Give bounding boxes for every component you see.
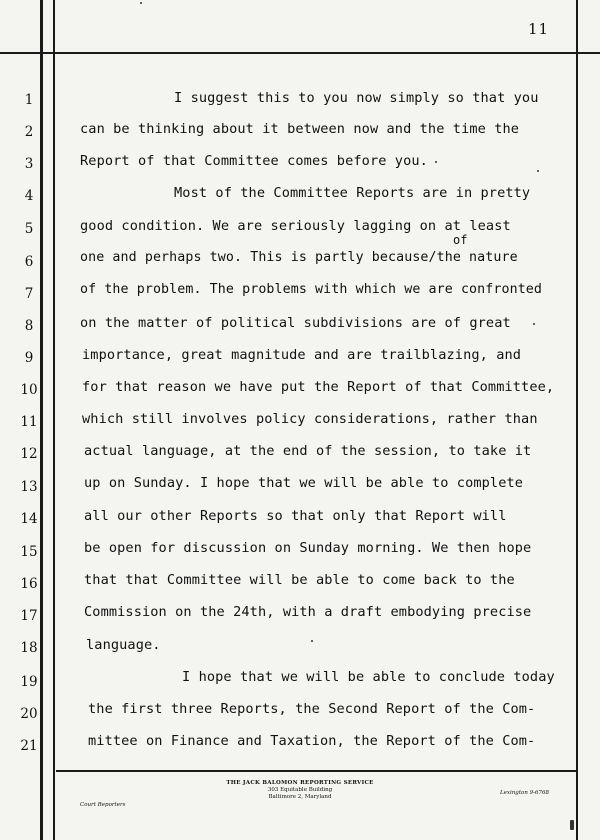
reporting-service-footer	[195, 780, 405, 801]
line-number: 12	[20, 446, 38, 462]
left-margin-rule-inner	[53, 0, 55, 840]
transcript-line: be open for discussion on Sunday morning. We then hope	[84, 540, 532, 556]
line-number: 11	[20, 414, 38, 430]
transcript-line: actual language, at the end of the session, to take it	[84, 443, 532, 459]
line-number: 7	[24, 286, 34, 302]
line-number: 13	[20, 479, 38, 495]
transcript-line: I suggest this to you now simply so that you	[174, 90, 539, 106]
footer-phone: Lexington 9-6768	[500, 790, 549, 796]
transcript-line: importance, great magnitude and are trailblazing, and	[82, 347, 522, 363]
line-number: 9	[24, 350, 34, 366]
line-number: 14	[20, 511, 38, 527]
scan-speck	[311, 640, 313, 642]
transcript-line: on the matter of political subdivisions are of great	[80, 315, 511, 331]
transcript-line: that that Committee will be able to come back to the	[84, 572, 515, 588]
line-number: 8	[24, 318, 34, 334]
top-rule	[0, 52, 600, 54]
footer-building: 303 Equitable Building	[267, 787, 333, 793]
transcript-line: which still involves policy considerations, rather than	[82, 411, 538, 427]
transcript-line: good condition. We are seriously lagging on at least	[80, 218, 511, 234]
transcript-line: all our other Reports so that only that Report will	[84, 508, 507, 524]
interlinear-insert: of	[453, 233, 468, 247]
transcript-line: Most of the Committee Reports are in pretty	[174, 185, 531, 201]
scan-speck	[537, 170, 539, 172]
transcript-line: for that reason we have put the Report of that Committee,	[82, 379, 555, 395]
transcript-line: Commission on the 24th, with a draft embodying precise	[84, 604, 532, 620]
page-number: 11	[528, 20, 550, 38]
line-number: 6	[24, 254, 34, 270]
line-number: 10	[20, 382, 38, 398]
footer-city: Baltimore 2, Maryland	[268, 794, 332, 800]
transcript-line: one and perhaps two. This is partly because/the nature	[80, 250, 518, 265]
footer-court-reporters: Court Reporters	[80, 802, 126, 808]
transcript-line: Report of that Committee comes before you.	[80, 153, 428, 169]
line-number: 19	[20, 674, 38, 690]
scan-speck	[533, 323, 535, 325]
line-number: 16	[20, 576, 38, 592]
line-number: 15	[20, 544, 38, 560]
transcript-line: I hope that we will be able to conclude today	[182, 669, 555, 685]
line-number: 18	[20, 640, 38, 656]
transcript-line: mittee on Finance and Taxation, the Report of the Com-	[88, 733, 536, 749]
scan-speck	[140, 2, 142, 4]
transcript-line: can be thinking about it between now and the time the	[80, 121, 520, 137]
line-number: 1	[24, 92, 34, 108]
scan-speck	[570, 820, 574, 830]
line-number: 17	[20, 608, 38, 624]
line-number: 4	[24, 188, 34, 204]
transcript-line: of the problem. The problems with which we are confronted	[80, 282, 543, 297]
transcript-line: language.	[86, 637, 161, 653]
line-number: 20	[20, 706, 38, 722]
right-margin-rule	[576, 0, 578, 840]
transcript-line: up on Sunday. I hope that we will be able to complete	[84, 475, 524, 491]
transcript-line: the first three Reports, the Second Report of the Com-	[88, 701, 536, 717]
line-number: 5	[24, 221, 34, 237]
footer-service-name: THE JACK BALOMON REPORTING SERVICE	[226, 780, 374, 786]
bottom-rule	[56, 770, 576, 772]
line-number: 3	[24, 156, 34, 172]
line-number: 21	[20, 738, 38, 754]
scan-speck	[435, 161, 437, 163]
line-number: 2	[24, 124, 34, 140]
